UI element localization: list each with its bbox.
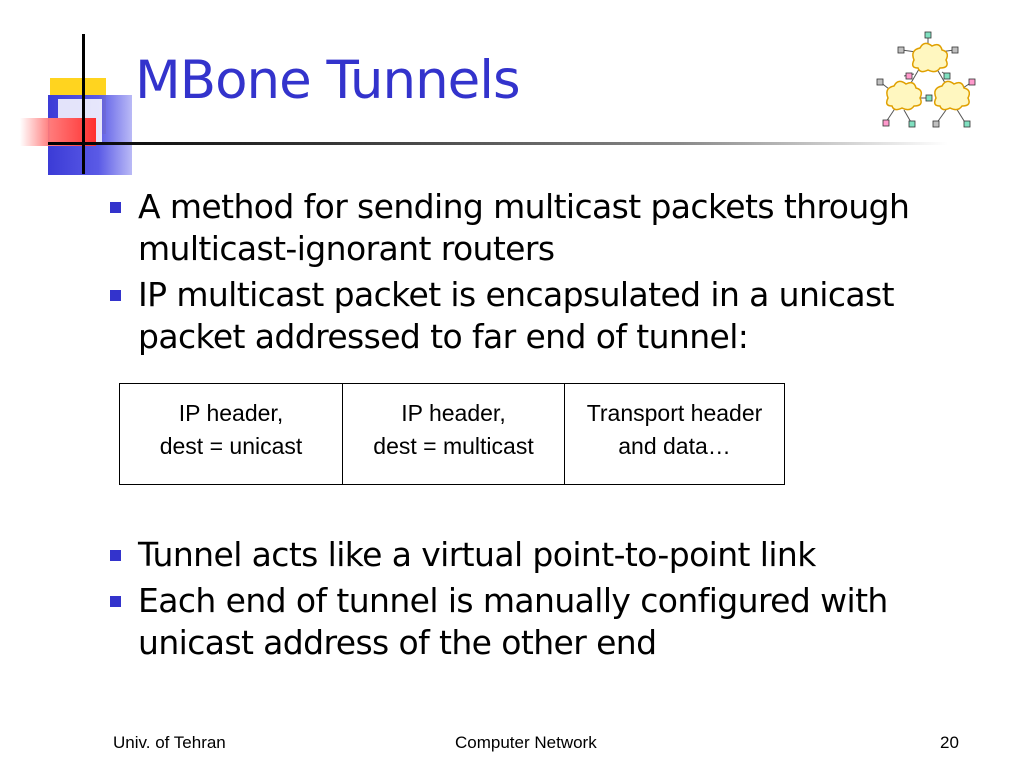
- cell-line: Transport header: [586, 400, 763, 426]
- bullet-square-icon: [110, 550, 121, 561]
- cell-line: IP header,: [178, 400, 284, 426]
- bullet-square-icon: [110, 290, 121, 301]
- cell-line: dest = multicast: [373, 433, 534, 459]
- bullet-item: [108, 534, 1008, 576]
- bullet-text: A method for sending multicast packets through multicast-ignorant routers: [138, 187, 910, 268]
- bullet-text: IP multicast packet is encapsulated in a unicast packet addressed to far end of tunnel:: [138, 275, 894, 356]
- footer-institution: Univ. of Tehran: [113, 733, 226, 752]
- bullet-square-icon: [110, 202, 121, 213]
- packet-cell-inner-ip-header: [342, 384, 564, 484]
- bullet-list-top: [108, 186, 1008, 362]
- cell-line: dest = unicast: [159, 433, 303, 459]
- bullet-item: [108, 274, 1008, 358]
- bullet-list-bottom: [108, 534, 1008, 668]
- title-underline: [48, 142, 948, 145]
- cell-line: IP header,: [401, 400, 506, 426]
- footer-course: Computer Network: [455, 733, 597, 752]
- bullet-text: Tunnel acts like a virtual point-to-point link: [138, 535, 816, 574]
- slide-footer: [0, 733, 1024, 757]
- bullet-text: Each end of tunnel is manually configured with unicast address of the other end: [138, 581, 888, 662]
- slide-number: 20: [940, 733, 959, 752]
- packet-format-table: [119, 383, 785, 485]
- bullet-item: [108, 580, 1008, 664]
- packet-cell-payload: [564, 384, 784, 484]
- bullet-item: [108, 186, 1008, 270]
- decoration-vertical-line: [82, 34, 85, 174]
- network-clouds-icon: [876, 30, 976, 130]
- cell-line: and data…: [618, 433, 731, 459]
- slide-title: MBone Tunnels: [135, 50, 520, 111]
- packet-cell-outer-ip-header: [120, 384, 342, 484]
- bullet-square-icon: [110, 596, 121, 607]
